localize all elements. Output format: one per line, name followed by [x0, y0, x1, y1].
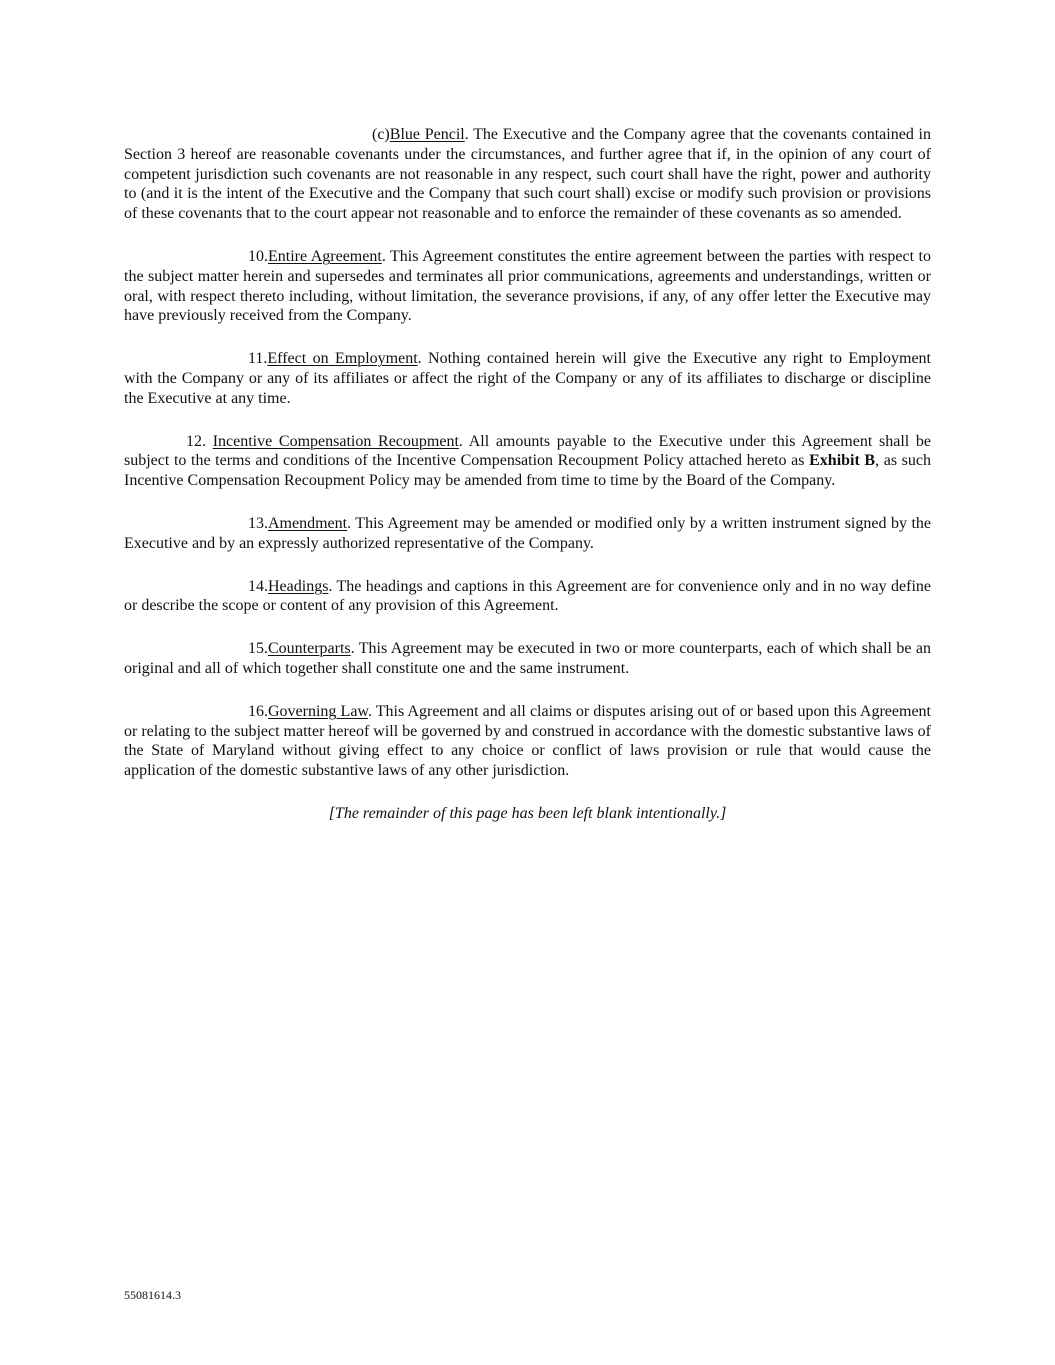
paragraph-effect-on-employment [124, 349, 931, 408]
paragraph-governing-law [124, 702, 931, 781]
paragraph-heading: Headings [268, 577, 329, 595]
paragraph-marker: 13. [248, 514, 268, 532]
paragraph-text: . The Executive and the Company agree that the covenants contained in Section 3 hereof are reasonable covenants under the circumstances, and further agree that if, in the opinion of any court of competent jurisdiction such covenants are not reasonable in any respect, such court shall have the right, power and authority to (and it is the intent of the Executive and the Company that such court shall) excise or modify such provision or provisions of these covenants that to the court appear not reasonable and to enforce the remainder of these covenants as so amended. [124, 126, 931, 223]
paragraph-text: . This Agreement constitutes the entire agreement between the parties with respect to the subject matter herein and supersedes and terminates all prior communications, agreements and understandings, written or oral, with respect thereto including, without limitation, the severance provisions, if any, of any offer letter the Executive may have previously received from the Company. [124, 247, 932, 325]
paragraph-headings [124, 577, 931, 617]
paragraph-marker: 14. [248, 577, 268, 595]
paragraph-text: . This Agreement may be executed in two or more counterparts, each of which shall be an original and all of which together shall constitute one and the same instrument. [124, 640, 931, 677]
document-body [124, 125, 931, 840]
paragraph-text: . This Agreement may be amended or modified only by a written instrument signed by the Executive and by an expressly authorized representative of the Company. [124, 514, 931, 552]
paragraph-amendment [124, 514, 931, 554]
paragraph-heading: Governing Law [268, 702, 368, 720]
paragraph-blue-pencil [124, 125, 931, 224]
paragraph-text: . Nothing contained herein will give the Executive any right to Employment with the Company or any of its affiliates or affect the right of the Company or any of its affiliates to discharge or discipline the Executive at any time. [124, 350, 931, 407]
paragraph-marker: 16. [248, 702, 268, 720]
paragraph-marker: 12. [186, 432, 213, 450]
paragraph-text: . This Agreement and all claims or disputes arising out of or based upon this Agreement or relating to the subject matter hereof will be governed by and construed in accordance with the domestic substantive laws of the State of Maryland without giving effect to any choice or conflict of laws provision or rule that would cause the application of the domestic substantive laws of any other jurisdiction. [124, 702, 931, 780]
paragraph-counterparts [124, 639, 931, 679]
paragraph-marker: (c) [372, 126, 390, 143]
paragraph-heading: Entire Agreement [268, 247, 382, 265]
paragraph-heading: Effect on Employment [267, 350, 418, 368]
paragraph-marker: 10. [248, 247, 268, 265]
paragraph-heading: Incentive Compensation Recoupment [212, 432, 459, 450]
paragraph-marker: 15. [248, 640, 268, 658]
paragraph-text: . The headings and captions in this Agreement are for convenience only and in no way define or describe the scope or content of any provision of this Agreement. [124, 577, 931, 615]
exhibit-reference: Exhibit B [809, 452, 876, 470]
paragraph-text: . All amounts payable to the Executive under this Agreement shall be subject to the terms and conditions of the Incentive Compensation Recoupment Policy attached hereto as [124, 432, 931, 470]
document-id-footer: 55081614.3 [124, 1288, 181, 1302]
paragraph-heading: Blue Pencil [389, 126, 465, 143]
paragraph-incentive-compensation [124, 432, 931, 491]
paragraph-entire-agreement [124, 247, 931, 326]
paragraph-marker: 11. [248, 350, 268, 368]
paragraph-heading: Amendment [268, 514, 348, 532]
paragraph-heading: Counterparts [268, 640, 351, 658]
paragraph-text: , as such Incentive Compensation Recoupment Policy may be amended from time to time by the Board of the Company. [124, 452, 932, 490]
closing-note: [The remainder of this page has been left blank intentionally.] [328, 804, 727, 822]
